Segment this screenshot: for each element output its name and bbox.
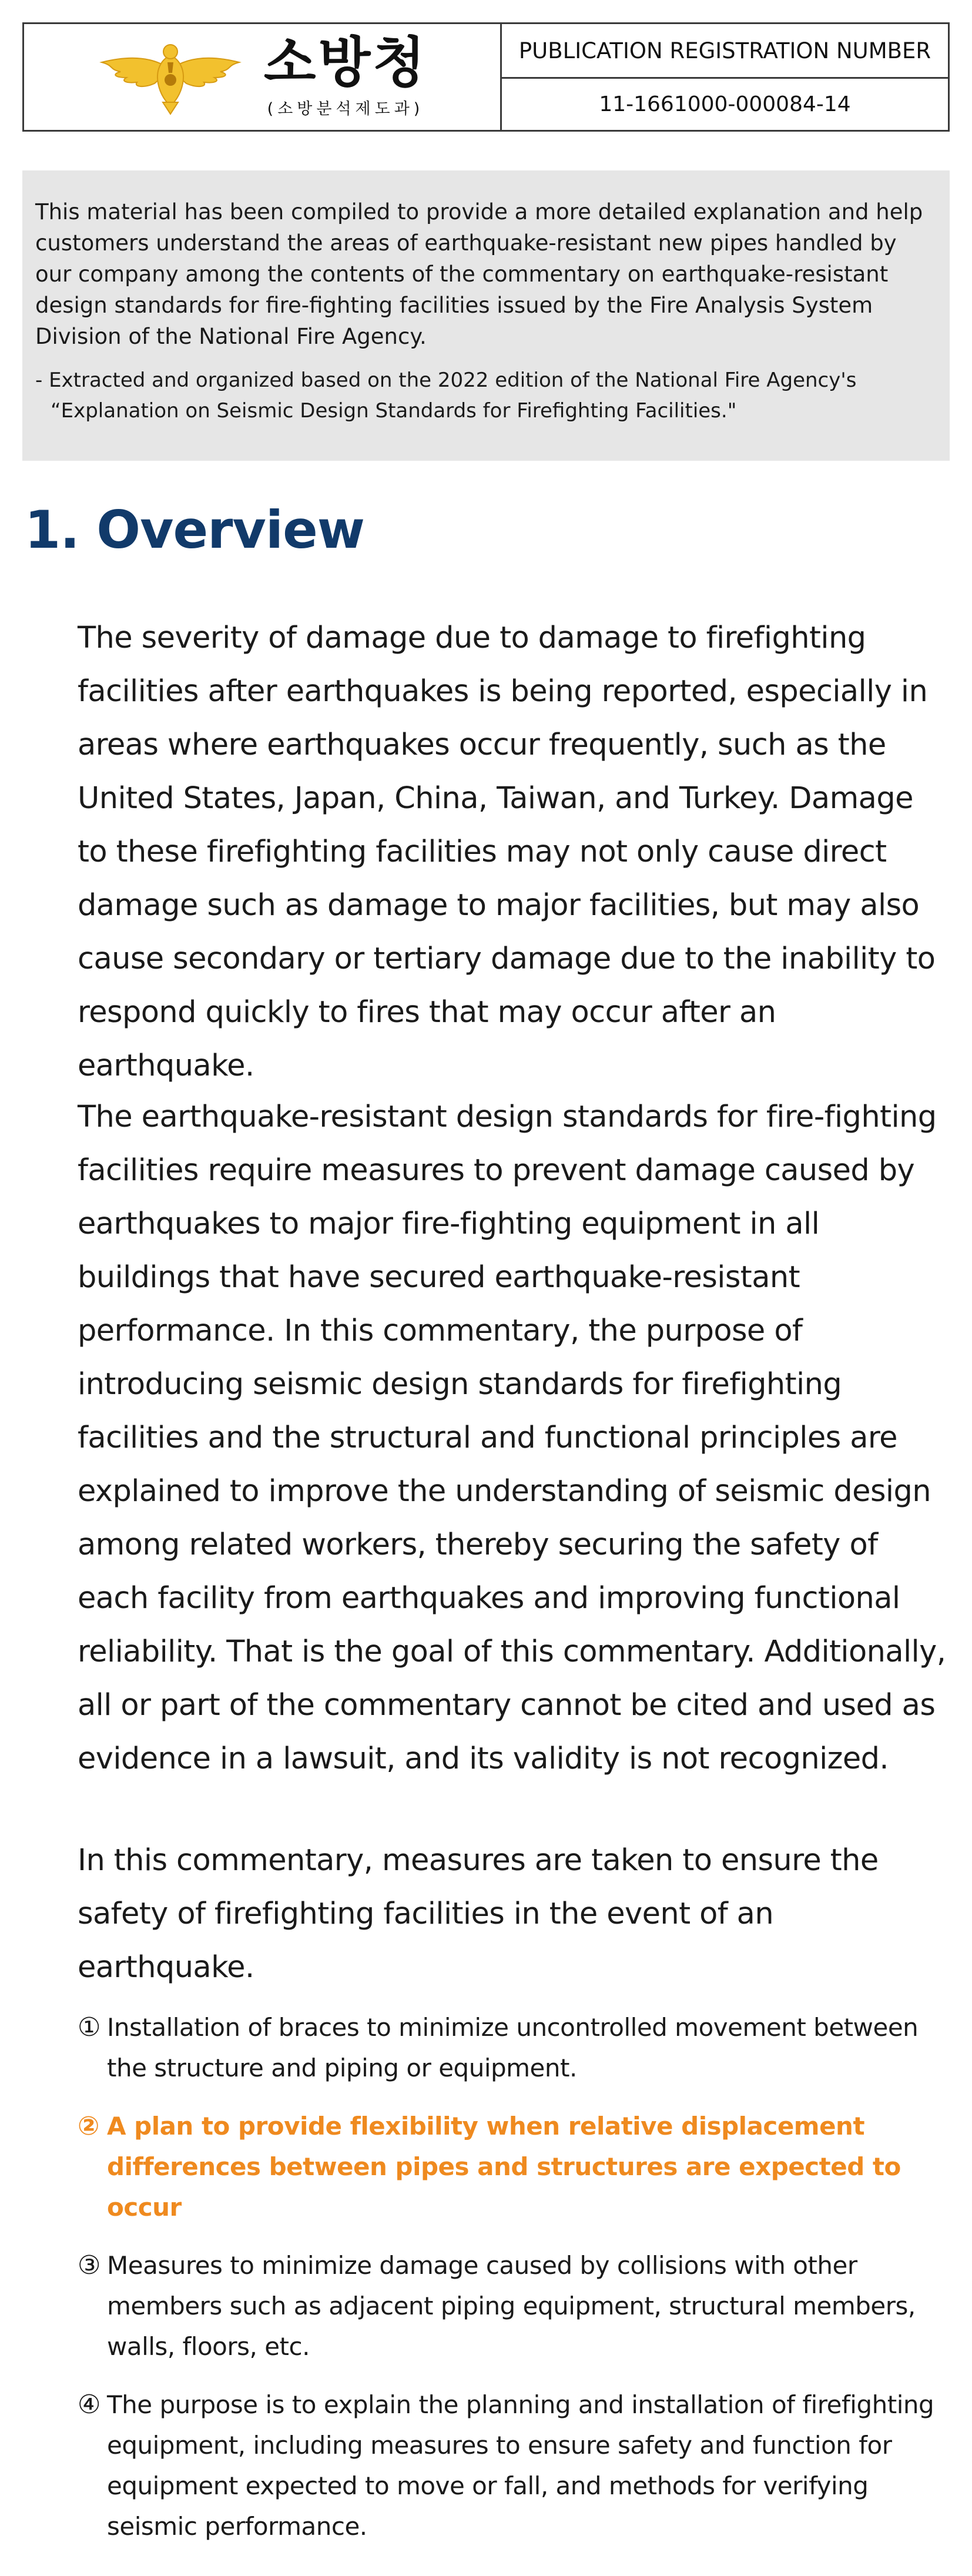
notice-text: This material has been compiled to provide a more detailed explanation and help customers understand the areas of earthquake-resistant new pipes handled by our company among the contents of the commentary on earthquake-resistant design standards for fire-fighting facilities issued by the Fire Analysis System Division of the National Fire Agency.	[35, 199, 923, 349]
list-item-text: A plan to provide flexibility when relative displacement differences between pipes and structures are expected to occur	[107, 2112, 901, 2222]
list-item-number: ③	[78, 2250, 101, 2280]
golden-eagle-emblem-icon	[97, 39, 244, 115]
agency-name: 소방청	[263, 31, 428, 94]
list-item-number: ②	[78, 2111, 100, 2141]
section-title: 1. Overview	[25, 500, 365, 560]
publication-header	[22, 22, 950, 132]
list-item-number: ①	[78, 2012, 101, 2042]
list-item-number: ④	[78, 2390, 101, 2420]
list-item-text: Measures to minimize damage caused by collisions with other members such as adjacent piping equipment, structural members, walls, floors, etc.	[107, 2251, 916, 2361]
registration-number: 11-1661000-000084-14	[599, 92, 851, 116]
list-item-highlighted	[78, 2106, 947, 2227]
list-item	[78, 2245, 947, 2367]
measures-list	[78, 2007, 947, 2564]
list-item-text: The purpose is to explain the planning and installation of firefighting equipment, including measures to ensure safety and function for equipment expected to move or fall, and methods for verifying seismic performance.	[107, 2390, 934, 2541]
registration-label: PUBLICATION REGISTRATION NUMBER	[502, 24, 948, 79]
list-item	[78, 2384, 947, 2547]
agency-division: (소방분석제도과)	[267, 99, 424, 118]
notice-source-line-2: “Explanation on Seismic Design Standards for Firefighting Facilities."	[51, 399, 737, 423]
registration-block	[502, 24, 948, 130]
overview-paragraph-1: The severity of damage due to damage to firefighting facilities after earthquakes is being reported, especially in areas where earthquakes occur frequently, such as the United States, Japan, China, Taiwan, and Turkey. Damage to these firefighting facilities may not only cause direct damage such as damage to major facilities, but may also cause secondary or tertiary damage due to the inability to respond quickly to fires that may occur after an earthquake.	[78, 621, 936, 1083]
overview-paragraph-2: The earthquake-resistant design standards for fire-fighting facilities require measures to prevent damage caused by earthquakes to major fire-fighting equipment in all buildings that have secured earthquake-resistant performance. In this commentary, the purpose of introducing seismic design standards for firefighting facilities and the structural and functional principles are explained to improve the understanding of seismic design among related workers, thereby securing the safety of each facility from earthquakes and improving functional reliability. That is the goal of this commentary. Additionally, all or part of the commentary cannot be cited and used as evidence in a lawsuit, and its validity is not recognized.	[78, 1100, 946, 1776]
list-item-text: Installation of braces to minimize uncontrolled movement between the structure and piping or equipment.	[107, 2013, 919, 2082]
agency-brand	[24, 24, 502, 130]
overview-paragraph-3: In this commentary, measures are taken to ensure the safety of firefighting facilities in the event of an earthquake.	[78, 1843, 879, 1985]
list-item	[78, 2007, 947, 2088]
notice-source-line-1: - Extracted and organized based on the 2022 edition of the National Fire Agency's	[35, 369, 857, 392]
notice-source-note	[35, 365, 937, 426]
notice-box	[22, 170, 950, 461]
agency-title-block	[263, 31, 428, 119]
